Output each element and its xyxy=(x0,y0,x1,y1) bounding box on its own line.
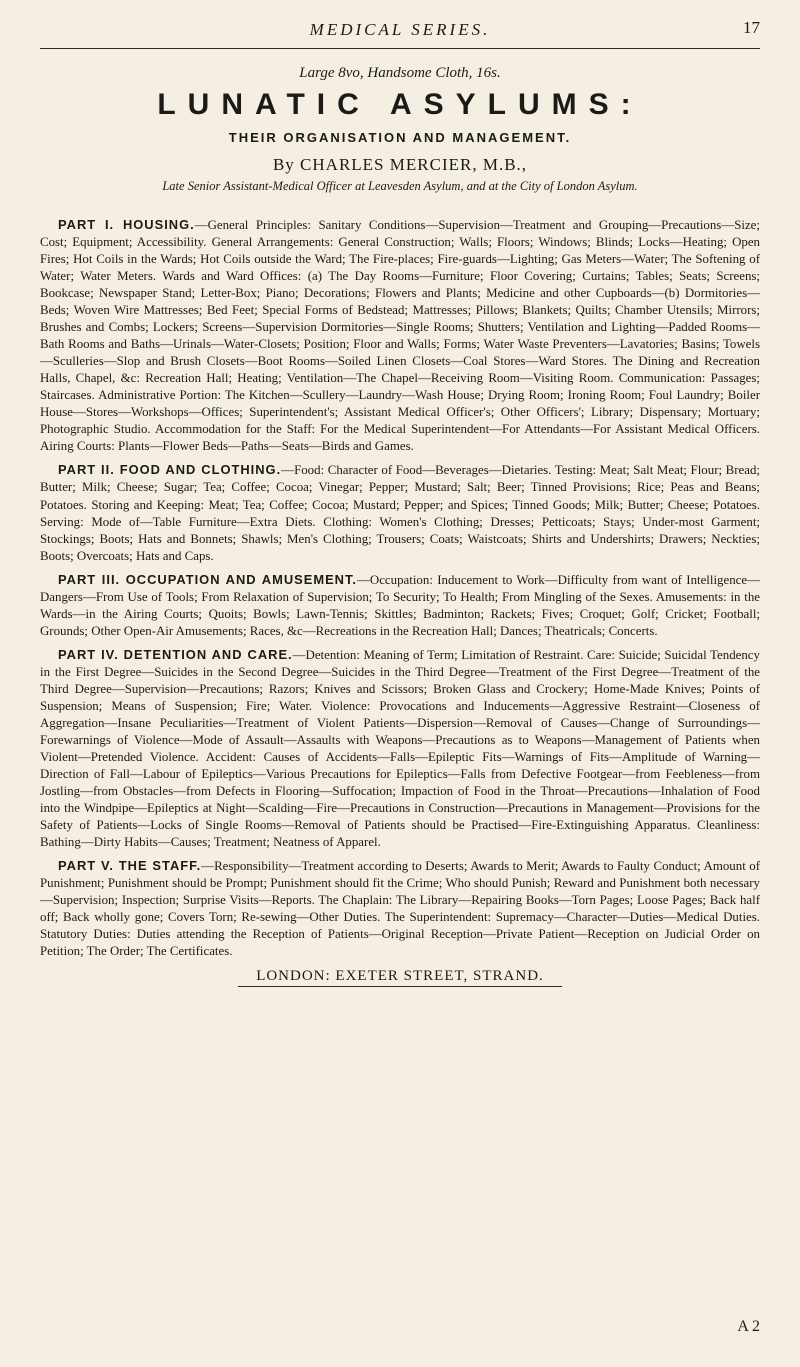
header-rule xyxy=(40,48,760,49)
part-heading: PART V. THE STAFF. xyxy=(58,858,202,874)
book-title: LUNATIC ASYLUMS: xyxy=(157,88,643,121)
author-affiliation: Late Senior Assistant-Medical Officer at Leavesden Asylum, and at the City of London Asylum. xyxy=(162,179,638,193)
part-contents: —Occupation: Inducement to Work—Difficulty from want of Intelligence—Dangers—From Use of Tools; From Relaxation of Supervision; To Security; To Health; From Mingling of the Sexes. Amusements: in the Wards—in the Airing Courts; Quoits; Bowls; Lawn-Tennis; Skittles; Badminton; Rackets; Fives; Croquet; Golf; Cricket; Football; Grounds; Other Open-Air Amusements; Races, &c—Recreations in the Recreation Hall; Dances; Theatricals; Concerts. xyxy=(40,572,761,638)
publisher-imprint xyxy=(40,968,760,985)
part-heading: PART IV. DETENTION AND CARE. xyxy=(58,646,293,662)
part-2-food-clothing xyxy=(40,461,760,564)
part-heading: PART III. OCCUPATION AND AMUSEMENT. xyxy=(58,571,358,587)
part-heading: PART I. HOUSING. xyxy=(58,217,195,232)
part-contents: —Detention: Meaning of Term; Limitation of Restraint. Care: Suicide; Suicidal Tendency in the First Degree—Suicides in the Second Degree—Suicides in the Third Degree—Treatment of the First Degree—Treatment of the Third Degree—Supervision—Precautions; Razors; Knives and Scissors; Broken Glass and Crockery; Home-Made Knives; Points of Suspension; Means of Suspension; Fire; Water. Violence: Provocations and Inducements—Aggressive Restraint—Closeness of Aggregation—Insane Peculiarities—Treatment of Violent Patients—Dispersion—Removal of Causes—Change of Surroundings—Forewarnings of Violence—Mode of Assault—Assaults with Weapons—Precautions as to Weapons—Management of Patients when Violent—Pretended Violence. Accident: Causes of Accidents—Falls—Epileptic Fits—Warnings of Fits—Amplitude of Warning—Direction of Fall—Labour of Epileptics—Various Precautions for Epileptics—Falls from Defective Footgear—from Feebleness—from Jostling—from Obstacles—from Defects in Flooring—Suffocation; Impaction of Food in the Throat—Precautions—Inhalation of Food into the Windpipe—Epileptics at Night—Scalding—Fire—Precautions in Construction—Precautions in Management—Provisions for the Safety of Patients—Locks of Single Rooms—Removal of Patients should be Practised—Fire-Extinguishing Apparatus. Cleanliness: Bathing—Dirty Habits—Causes; Treatment; Neatness of Apparel. xyxy=(40,647,760,850)
book-author: By CHARLES MERCIER, M.B., xyxy=(272,155,528,174)
running-head xyxy=(40,18,760,46)
part-1-housing xyxy=(40,216,760,455)
catalogue-page xyxy=(40,18,760,985)
book-format: Large 8vo, Handsome Cloth, 16s. xyxy=(299,65,501,81)
page-number: 17 xyxy=(743,18,760,37)
part-contents: —Responsibility—Treatment according to Deserts; Awards to Merit; Awards to Faulty Conduct; Amount of Punishment; Punishment should be Prompt; Punishment should fit the Crime; Who should Punish; Reward and Punishment both necessary—Supervision; Inspection; Surprise Visits—Reports. The Chaplain: The Library—Repairing Books—Torn Pages; Loose Pages; Back half off; Back wholly gone; Covers Torn; Re-sewing—Other Duties. The Superintendent: Supremacy—Character—Duties—Medical Duties. Statutory Duties: Duties attending the Reception of Patients—Original Reception—Private Patient—Reception on Judicial Order on Petition; The Order; The Certificates. xyxy=(40,859,760,959)
part-contents: —Food: Character of Food—Beverages—Dietaries. Testing: Meat; Salt Meat; Flour; Bread; Butter; Milk; Cheese; Sugar; Tea; Coffee; Cocoa; Vinegar; Pepper; Mustard; Salt; Beer; Tinned Provisions; Rice; Peas and Beans; Potatoes. Storing and Keeping: Meat; Tea; Coffee; Cocoa; Mustard; Pepper; and Spices; Tinned Goods; Milk; Butter; Cheese; Potatoes. Serving: Mode of—Table Furniture—Extra Diets. Clothing: Women's Clothing; Dresses; Petticoats; Stays; Under-most Garment; Stockings; Boots; Hats and Bonnets; Shawls; Men's Clothing; Trousers; Coats; Waistcoats; Shirts and Undershirts; Drawers; Neckties; Boots; Overcoats; Hats and Caps. xyxy=(40,463,760,563)
book-subtitle: THEIR ORGANISATION AND MANAGEMENT. xyxy=(228,130,572,145)
part-4-detention xyxy=(40,646,760,851)
part-heading: PART II. FOOD AND CLOTHING. xyxy=(58,462,282,478)
part-3-occupation xyxy=(40,571,760,640)
signature-mark: A 2 xyxy=(737,1318,760,1335)
publisher-address: LONDON: EXETER STREET, STRAND. xyxy=(238,968,562,987)
part-5-staff xyxy=(40,857,760,960)
series-title: MEDICAL SERIES. xyxy=(309,20,491,39)
part-contents: —General Principles: Sanitary Conditions—Supervision—Treatment and Grouping—Precautions—Size; Cost; Equipment; Accessibility. General Arrangements: General Construction; Walls; Floors; Windows; Blinds; Locks—Heating; Open Fires; Hot Coils in the Wards; Hot Coils outside the Ward; The Fire-places; Fire-guards—Lighting; Gas Meters—Water; The Softening of Water; Water Meters. Wards and Ward Offices: (a) The Day Rooms—Furniture; Floor Covering; Curtains; Tables; Seats; Screens; Bookcase; Newspaper Stand; Letter-Box; Piano; Decorations; Flowers and Plants; Medicine and other Cupboards—(b) Dormitories—Beds; Woven Wire Mattresses; Bed Feet; Special Forms of Bedstead; Mattresses; Pillows; Blankets; Quilts; Chamber Utensils; Mirrors; Brushes and Combs; Lockers; Screens—Supervision Dormitories—Single Rooms; Shutters; Ventilation and Lighting—Padded Rooms—Bath Rooms and Baths—Urinals—Water-Closets; Position; Floor and Walls; Forms; Water Waste Preventers—Lavatories; Basins; Towels—Sculleries—Slop and Brush Closets—Boot Rooms—Soiled Linen Closets—Coal Stores—Ward Stores. The Dining and Recreation Halls, Chapel, &c: Recreation Hall; Heating; Ventilation—The Chapel—Receiving Room—Visiting Room. Communication: Passages; Staircases. Administrative Portion: The Kitchen—Scullery—Laundry—Wash House; Drying Room; Ironing Room; Foul Laundry; Boiler House—Stores—Workshops—Offices; Superintendent's; Assistant Medical Officer's; Other Officers'; Library; Dispensary; Mortuary; Photographic Studio. Accommodation for the Staff: For the Medical Superintendent—For Attendants—For Assistant Medical Officers. Airing Courts: Plants—Flower Beds—Paths—Seats—Birds and Games. xyxy=(40,218,760,454)
